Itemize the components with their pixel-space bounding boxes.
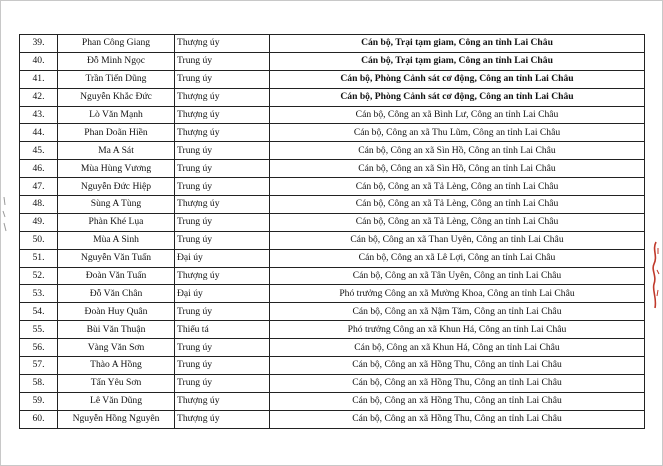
person-rank: Trung úy: [175, 160, 270, 178]
person-position: Cán bộ, Công an xã Tả Lèng, Công an tỉnh Lai Châu: [270, 196, 645, 214]
person-rank: Trung úy: [175, 142, 270, 160]
personnel-table: [19, 34, 645, 429]
person-position: Cán bộ, Công an xã Nậm Tăm, Công an tỉnh Lai Châu: [270, 303, 645, 321]
person-position: Phó trưởng Công an xã Khun Há, Công an tỉnh Lai Châu: [270, 321, 645, 339]
table-row: [20, 124, 645, 142]
person-position: Cán bộ, Công an xã Tả Lèng, Công an tỉnh Lai Châu: [270, 178, 645, 196]
person-position: Cán bộ, Công an xã Bình Lư, Công an tỉnh Lai Châu: [270, 106, 645, 124]
table-row: [20, 35, 645, 53]
person-name: Nguyễn Khắc Đức: [58, 88, 175, 106]
row-number: 42.: [20, 88, 58, 106]
scan-edge-mark: [2, 195, 8, 235]
row-number: 45.: [20, 142, 58, 160]
person-position: Cán bộ, Công an xã Hồng Thu, Công an tỉnh Lai Châu: [270, 374, 645, 392]
row-number: 51.: [20, 249, 58, 267]
person-rank: Trung úy: [175, 374, 270, 392]
row-number: 49.: [20, 213, 58, 231]
row-number: 44.: [20, 124, 58, 142]
table-row: [20, 321, 645, 339]
row-number: 47.: [20, 178, 58, 196]
person-rank: Trung úy: [175, 303, 270, 321]
person-name: Phan Doãn Hiền: [58, 124, 175, 142]
person-rank: Trung úy: [175, 178, 270, 196]
person-position: Cán bộ, Công an xã Tả Lèng, Công an tỉnh Lai Châu: [270, 213, 645, 231]
row-number: 58.: [20, 374, 58, 392]
person-rank: Đại úy: [175, 285, 270, 303]
table-row: [20, 339, 645, 357]
person-rank: Đại úy: [175, 249, 270, 267]
person-rank: Thượng úy: [175, 106, 270, 124]
row-number: 52.: [20, 267, 58, 285]
person-position: Cán bộ, Công an xã Thu Lũm, Công an tỉnh Lai Châu: [270, 124, 645, 142]
person-rank: Thượng úy: [175, 124, 270, 142]
table-row: [20, 178, 645, 196]
person-rank: Trung úy: [175, 231, 270, 249]
table-row: [20, 70, 645, 88]
table-row: [20, 106, 645, 124]
person-name: Phan Công Giang: [58, 35, 175, 53]
person-name: Lò Văn Mạnh: [58, 106, 175, 124]
table-row: [20, 52, 645, 70]
table-row: [20, 410, 645, 428]
person-rank: Thượng úy: [175, 410, 270, 428]
person-position: Cán bộ, Công an xã Hồng Thu, Công an tỉnh Lai Châu: [270, 392, 645, 410]
row-number: 50.: [20, 231, 58, 249]
row-number: 41.: [20, 70, 58, 88]
person-rank: Thiếu tá: [175, 321, 270, 339]
row-number: 53.: [20, 285, 58, 303]
row-number: 48.: [20, 196, 58, 214]
row-number: 43.: [20, 106, 58, 124]
row-number: 55.: [20, 321, 58, 339]
person-name: Tẩn Yêu Sơn: [58, 374, 175, 392]
person-position: Cán bộ, Công an xã Lê Lợi, Công an tỉnh Lai Châu: [270, 249, 645, 267]
person-name: Mùa Hùng Vương: [58, 160, 175, 178]
table-row: [20, 196, 645, 214]
person-position: Cán bộ, Công an xã Hồng Thu, Công an tỉnh Lai Châu: [270, 410, 645, 428]
person-name: Nguyễn Văn Tuấn: [58, 249, 175, 267]
table-row: [20, 142, 645, 160]
person-rank: Trung úy: [175, 357, 270, 375]
person-name: Phàn Khé Lụa: [58, 213, 175, 231]
person-name: Sùng A Tùng: [58, 196, 175, 214]
table-row: [20, 213, 645, 231]
personnel-table-body: [20, 35, 645, 429]
row-number: 39.: [20, 35, 58, 53]
table-row: [20, 249, 645, 267]
person-position: Cán bộ, Công an xã Hồng Thu, Công an tỉnh Lai Châu: [270, 357, 645, 375]
person-rank: Trung úy: [175, 70, 270, 88]
person-name: Đoàn Huy Quân: [58, 303, 175, 321]
person-name: Nguyễn Đức Hiệp: [58, 178, 175, 196]
person-name: Đỗ Minh Ngọc: [58, 52, 175, 70]
person-rank: Trung úy: [175, 213, 270, 231]
person-position: Cán bộ, Trại tạm giam, Công an tỉnh Lai Châu: [270, 35, 645, 53]
table-row: [20, 267, 645, 285]
person-position: Phó trưởng Công an xã Mường Khoa, Công an tỉnh Lai Châu: [270, 285, 645, 303]
person-position: Cán bộ, Phòng Cảnh sát cơ động, Công an tỉnh Lai Châu: [270, 70, 645, 88]
row-number: 54.: [20, 303, 58, 321]
table-row: [20, 392, 645, 410]
person-rank: Thượng úy: [175, 35, 270, 53]
person-rank: Thượng úy: [175, 392, 270, 410]
person-rank: Trung úy: [175, 52, 270, 70]
person-name: Mùa A Sinh: [58, 231, 175, 249]
person-position: Cán bộ, Phòng Cảnh sát cơ động, Công an tỉnh Lai Châu: [270, 88, 645, 106]
person-name: Bùi Văn Thuận: [58, 321, 175, 339]
row-number: 40.: [20, 52, 58, 70]
row-number: 46.: [20, 160, 58, 178]
person-position: Cán bộ, Công an xã Tân Uyên, Công an tỉnh Lai Châu: [270, 267, 645, 285]
row-number: 56.: [20, 339, 58, 357]
person-name: Thào A Hồng: [58, 357, 175, 375]
row-number: 59.: [20, 392, 58, 410]
table-row: [20, 160, 645, 178]
row-number: 60.: [20, 410, 58, 428]
person-position: Cán bộ, Trại tạm giam, Công an tỉnh Lai Châu: [270, 52, 645, 70]
table-row: [20, 303, 645, 321]
person-rank: Thượng úy: [175, 88, 270, 106]
person-name: Nguyễn Hồng Nguyên: [58, 410, 175, 428]
person-name: Đỗ Văn Chân: [58, 285, 175, 303]
person-name: Vàng Văn Sơn: [58, 339, 175, 357]
person-rank: Thượng úy: [175, 267, 270, 285]
person-position: Cán bộ, Công an xã Khun Há, Công an tỉnh Lai Châu: [270, 339, 645, 357]
table-row: [20, 374, 645, 392]
person-name: Ma A Sát: [58, 142, 175, 160]
table-row: [20, 231, 645, 249]
person-name: Trần Tiến Dũng: [58, 70, 175, 88]
person-rank: Thượng úy: [175, 196, 270, 214]
table-row: [20, 285, 645, 303]
red-seal-fragment: [648, 240, 660, 310]
person-rank: Trung úy: [175, 339, 270, 357]
person-position: Cán bộ, Công an xã Sìn Hồ, Công an tỉnh Lai Châu: [270, 160, 645, 178]
table-row: [20, 357, 645, 375]
table-row: [20, 88, 645, 106]
person-position: Cán bộ, Công an xã Sìn Hồ, Công an tỉnh Lai Châu: [270, 142, 645, 160]
row-number: 57.: [20, 357, 58, 375]
person-position: Cán bộ, Công an xã Than Uyên, Công an tỉnh Lai Châu: [270, 231, 645, 249]
person-name: Lê Văn Dũng: [58, 392, 175, 410]
person-name: Đoàn Văn Tuấn: [58, 267, 175, 285]
